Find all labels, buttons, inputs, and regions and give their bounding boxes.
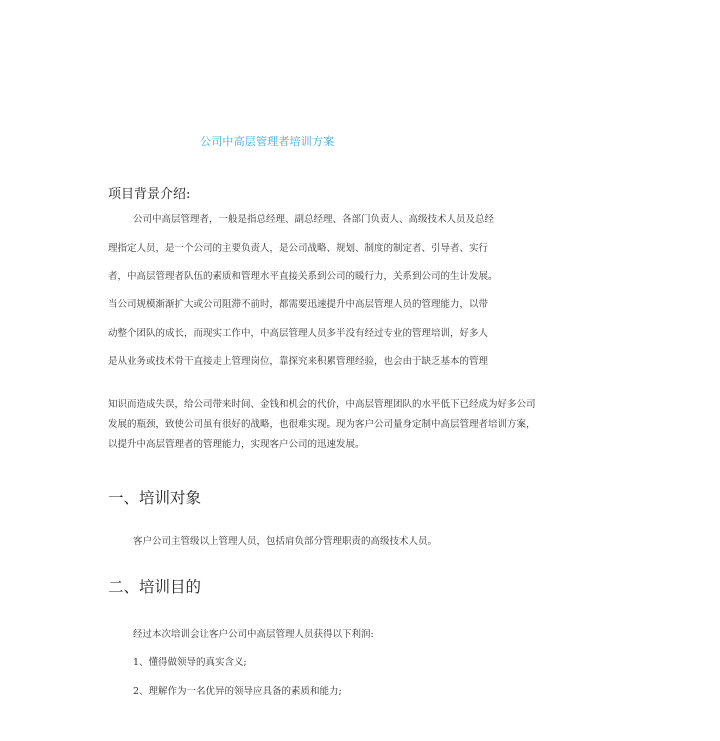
- paragraph-line: 以提升中高层管理者的管理能力，实现客户公司的迅速发展。: [108, 439, 365, 450]
- paragraph-line: 公司中高层管理者，一般是指总经理、副总经理、各部门负责人、高级技术人员及总经: [133, 214, 495, 225]
- paragraph-line: 理指定人员，是一个公司的主要负责人，是公司战略、规划、制度的制定者、引导者、实行: [108, 243, 489, 254]
- paragraph-line: 发展的瓶颈，致使公司虽有很好的战略，也很难实现。现为客户公司量身定制中高层管理者培训方案，: [108, 419, 536, 430]
- background-heading: 项目背景介绍:: [108, 187, 191, 202]
- section-2-item: 2、理解作为一名优异的领导应具备的素质和能力;: [133, 686, 342, 697]
- paragraph-line: 者，中高层管理者队伍的素质和管理水平直接关系到公司的暖行力，关系到公司的生计发展。: [108, 271, 498, 282]
- paragraph-line: 知识而造成失误，给公司带来时间、金钱和机会的代价，中高层管理团队的水平低下已经成为好多公司: [108, 399, 536, 410]
- section-2-item: 1、懂得做领导的真实含义;: [133, 657, 247, 668]
- section-1-text: 客户公司主管级以上管理人员，包括肩负部分管理职责的高级技术人员。: [133, 536, 438, 547]
- paragraph-line: 动整个团队的成长，而现实工作中，中高层管理人员多半没有经过专业的管理培训，好多人: [108, 328, 489, 339]
- section-2-heading: 二、培训目的: [108, 578, 202, 596]
- paragraph-line: 当公司规模渐渐扩大或公司阻滞不前时，都需要迅速提升中高层管理人员的管理能力，以带: [108, 299, 489, 310]
- document-title: 公司中高层管理者培训方案: [200, 135, 335, 148]
- section-2-intro: 经过本次培训会让客户公司中高层管理人员获得以下利润:: [133, 629, 374, 640]
- paragraph-line: 是从业务或技术骨干直接走上管理岗位，靠探究来积累管理经验，也会由于缺乏基本的管理: [108, 356, 489, 367]
- section-1-heading: 一、培训对象: [108, 489, 202, 507]
